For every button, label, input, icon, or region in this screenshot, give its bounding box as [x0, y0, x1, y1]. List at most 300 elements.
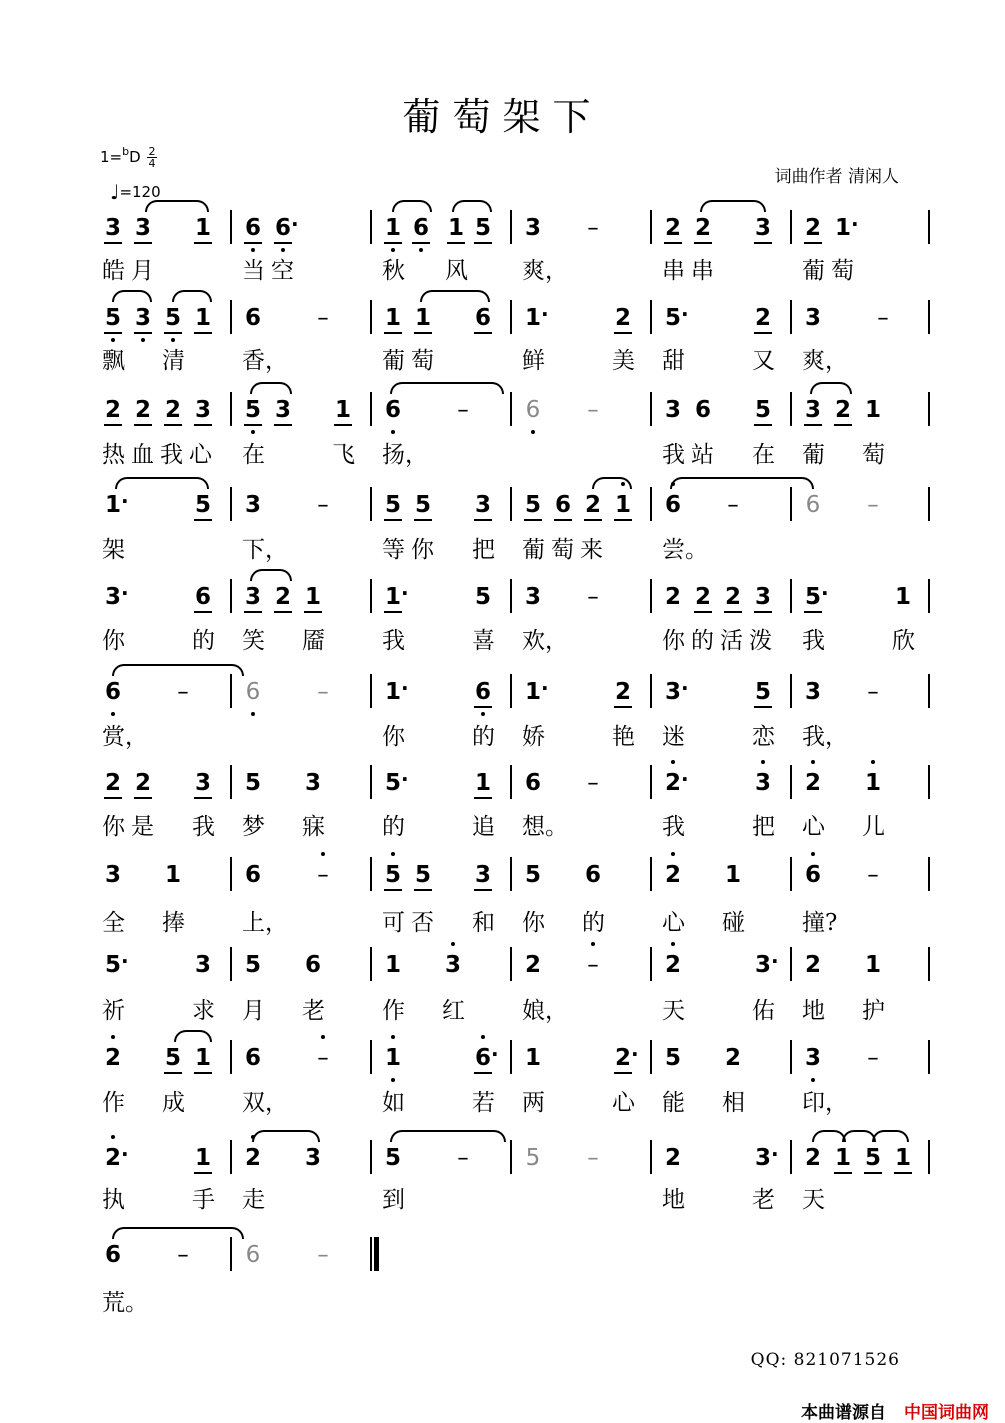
- barline: [928, 300, 930, 334]
- lyric: 祈: [102, 998, 125, 1024]
- note: 5: [244, 770, 261, 796]
- eighth-underline: [412, 242, 430, 244]
- note: 2: [162, 397, 184, 423]
- note: 3: [244, 492, 261, 518]
- lyric: 撞?: [802, 910, 838, 936]
- qq-number: QQ: 821071526: [750, 1350, 900, 1370]
- note: 6: [802, 862, 824, 888]
- note: 5: [525, 1145, 541, 1171]
- note: 5: [412, 492, 434, 518]
- slur: [115, 477, 209, 489]
- slur: [592, 477, 632, 489]
- eighth-underline: [614, 519, 632, 521]
- note: 2: [612, 1045, 634, 1071]
- barline: [510, 1040, 512, 1074]
- lyric: 两: [522, 1090, 545, 1116]
- note: 1: [524, 679, 541, 705]
- note: 2: [242, 1145, 264, 1171]
- augmentation-dot: ·: [821, 581, 829, 605]
- note: 2: [802, 770, 824, 796]
- note: 3: [664, 397, 681, 423]
- barline: [928, 674, 930, 708]
- note: 5: [474, 584, 491, 610]
- eighth-underline: [474, 797, 492, 799]
- note: 3: [754, 952, 771, 978]
- low-octave-dot: [391, 430, 395, 434]
- lyric: 恋: [752, 724, 775, 750]
- slur: [172, 290, 212, 302]
- note: 2: [612, 679, 634, 705]
- note: –: [312, 862, 334, 888]
- note: 2: [662, 862, 684, 888]
- lyric: 热血我心: [102, 442, 218, 468]
- slur: [390, 382, 504, 394]
- eighth-underline: [194, 332, 212, 334]
- note: 6: [102, 679, 124, 705]
- slur: [250, 382, 292, 394]
- lyric: 你的活泼: [662, 628, 778, 654]
- high-octave-dot: [811, 760, 815, 764]
- note: 5: [524, 862, 541, 888]
- note: 2: [132, 770, 154, 796]
- lyric: 美: [612, 348, 635, 374]
- time-signature: [147, 146, 157, 169]
- slur: [390, 1130, 506, 1142]
- note: 5: [382, 862, 404, 888]
- final-barline: [374, 1237, 379, 1271]
- lyric: 把: [752, 814, 775, 840]
- note: 1: [384, 952, 401, 978]
- note: 2: [132, 397, 154, 423]
- barline: [230, 765, 232, 799]
- song-title: 葡萄架下: [402, 95, 603, 139]
- high-octave-dot: [671, 942, 675, 946]
- note: 2: [664, 584, 681, 610]
- eighth-underline: [194, 519, 212, 521]
- augmentation-dot: ·: [121, 949, 129, 973]
- note: 2: [724, 1045, 741, 1071]
- note: 1: [382, 305, 404, 331]
- barline: [650, 1140, 652, 1174]
- footer: [801, 1398, 989, 1423]
- note: 3: [804, 679, 821, 705]
- lyric: 鲜: [522, 348, 545, 374]
- slur: [452, 200, 492, 212]
- note: 1: [894, 584, 911, 610]
- note: 3: [524, 584, 541, 610]
- lyric: 走: [242, 1187, 265, 1213]
- lyric: 月: [242, 998, 265, 1024]
- note: 3: [104, 862, 121, 888]
- barline: [370, 579, 372, 613]
- lyric: 佑: [752, 998, 775, 1024]
- lyric: 娘，: [522, 998, 568, 1024]
- lyric: 相: [722, 1090, 745, 1116]
- eighth-underline: [194, 424, 212, 426]
- augmentation-dot: ·: [541, 302, 549, 326]
- lyric: 手: [192, 1187, 215, 1213]
- note: 5: [242, 397, 264, 423]
- lyric: 赏，: [102, 724, 148, 750]
- barline: [370, 947, 372, 981]
- note: 1: [192, 305, 214, 331]
- barline: [928, 210, 930, 244]
- lyric: 红: [442, 998, 465, 1024]
- eighth-underline: [894, 1172, 912, 1174]
- augmentation-dot: ·: [681, 302, 689, 326]
- lyric: 葡萄: [382, 348, 440, 374]
- eighth-underline: [164, 332, 182, 334]
- note: 2: [612, 305, 634, 331]
- note: 5: [162, 1045, 184, 1071]
- note: 5: [412, 862, 434, 888]
- note: 6: [272, 215, 294, 241]
- eighth-underline: [754, 242, 772, 244]
- note: 2: [692, 215, 714, 241]
- note: –: [587, 1145, 599, 1171]
- note: 2: [102, 1045, 124, 1071]
- lyric: 我: [662, 814, 685, 840]
- note: 3: [664, 679, 681, 705]
- lyric: 扬，: [382, 442, 428, 468]
- lyric: 的: [582, 910, 605, 936]
- barline: [790, 765, 792, 799]
- barline: [928, 392, 930, 426]
- footer-source: 本曲谱源自: [801, 1403, 886, 1423]
- meter-bottom: 4: [148, 157, 156, 170]
- slur: [252, 1130, 320, 1142]
- eighth-underline: [244, 242, 262, 244]
- note: 2: [524, 952, 541, 978]
- note: 5: [752, 679, 774, 705]
- lyric: 地: [802, 998, 825, 1024]
- augmentation-dot: ·: [771, 949, 779, 973]
- note: 2: [722, 584, 744, 610]
- barline: [230, 857, 232, 891]
- lyric: 我，: [802, 724, 848, 750]
- high-octave-dot: [811, 852, 815, 856]
- lyric: 秋: [382, 258, 405, 284]
- slur: [670, 477, 814, 489]
- lyric: 老: [752, 1187, 775, 1213]
- eighth-underline: [244, 611, 262, 613]
- lyric: 笑: [242, 628, 265, 654]
- barline: [928, 579, 930, 613]
- eighth-underline: [694, 242, 712, 244]
- lyric: 爽，: [802, 348, 848, 374]
- high-octave-dot: [391, 852, 395, 856]
- note: –: [587, 584, 599, 610]
- note: 5: [472, 215, 494, 241]
- lyric: 你: [382, 724, 405, 750]
- key-note: D: [129, 148, 141, 166]
- high-octave-dot: [111, 1135, 115, 1139]
- barline: [790, 947, 792, 981]
- note: 6: [584, 862, 601, 888]
- low-octave-dot: [481, 712, 485, 716]
- note: 6: [242, 215, 264, 241]
- lyric: 印，: [802, 1090, 848, 1116]
- eighth-underline: [104, 242, 122, 244]
- low-octave-dot: [531, 430, 535, 434]
- eighth-underline: [474, 706, 492, 708]
- eighth-underline: [384, 889, 402, 891]
- eighth-underline: [104, 332, 122, 334]
- lyric: 等你: [382, 537, 440, 563]
- high-octave-dot: [871, 760, 875, 764]
- eighth-underline: [804, 424, 822, 426]
- slur: [872, 1130, 909, 1142]
- note: 1: [382, 1045, 404, 1071]
- lyric: 欣: [892, 628, 915, 654]
- eighth-underline: [754, 332, 772, 334]
- note: 6: [472, 1045, 494, 1071]
- eighth-underline: [194, 242, 212, 244]
- lyric: 你: [522, 910, 545, 936]
- tempo-marking: [110, 178, 161, 202]
- note: –: [582, 952, 604, 978]
- barline: [230, 300, 232, 334]
- eighth-underline: [664, 242, 682, 244]
- slur: [842, 1130, 876, 1142]
- eighth-underline: [804, 611, 822, 613]
- eighth-underline: [414, 332, 432, 334]
- high-octave-dot: [481, 1035, 485, 1039]
- eighth-underline: [834, 424, 852, 426]
- eighth-underline: [274, 242, 292, 244]
- note: 1: [412, 305, 434, 331]
- note: –: [317, 492, 329, 518]
- lyric: 如: [382, 1090, 405, 1116]
- note: 2: [582, 492, 604, 518]
- lyric: 你: [102, 628, 125, 654]
- lyric: 的: [382, 814, 405, 840]
- note: 3: [802, 397, 824, 423]
- key-prefix: 1=: [100, 148, 123, 166]
- lyric: 儿: [862, 814, 885, 840]
- barline: [650, 392, 652, 426]
- note: –: [317, 1242, 329, 1268]
- note: 5: [802, 584, 824, 610]
- augmentation-dot: ·: [851, 212, 859, 236]
- lyric: 上，: [242, 910, 288, 936]
- note: –: [317, 679, 329, 705]
- eighth-underline: [554, 519, 572, 521]
- lyric: 心: [802, 814, 825, 840]
- eighth-underline: [474, 1072, 492, 1074]
- eighth-underline: [614, 1072, 632, 1074]
- eighth-underline: [134, 797, 152, 799]
- lyric: 碰: [722, 910, 745, 936]
- note: 3: [752, 584, 774, 610]
- slur: [112, 290, 152, 302]
- eighth-underline: [447, 242, 465, 244]
- eighth-underline: [194, 1072, 212, 1074]
- note: 3: [442, 952, 464, 978]
- lyric: 皓月: [102, 258, 160, 284]
- barline: [650, 947, 652, 981]
- lyric: 我: [382, 628, 405, 654]
- note: 5: [384, 770, 401, 796]
- note: 3: [132, 305, 154, 331]
- barline: [370, 1040, 372, 1074]
- note: 1: [104, 492, 121, 518]
- note: 3: [472, 862, 494, 888]
- lyric: 双，: [242, 1090, 288, 1116]
- slur: [145, 200, 209, 212]
- barline: [230, 1040, 232, 1074]
- note: 2: [692, 584, 714, 610]
- slur: [812, 1130, 846, 1142]
- note: 6: [524, 770, 541, 796]
- note: 3: [304, 1145, 321, 1171]
- lyric: 把: [472, 537, 495, 563]
- barline: [790, 300, 792, 334]
- barline: [650, 674, 652, 708]
- lyric: 风: [445, 258, 468, 284]
- barline: [790, 392, 792, 426]
- note: 5: [664, 305, 681, 331]
- note: 3: [192, 770, 214, 796]
- eighth-underline: [474, 519, 492, 521]
- augmentation-dot: ·: [681, 767, 689, 791]
- note: 1: [382, 584, 404, 610]
- note: 3: [194, 952, 211, 978]
- barline: [370, 487, 372, 521]
- lyric: 天: [662, 998, 685, 1024]
- lyric: 想。: [522, 814, 568, 840]
- note: 1: [834, 215, 851, 241]
- augmentation-dot: ·: [291, 212, 299, 236]
- lyric: 当空: [242, 258, 300, 284]
- note: 5: [522, 492, 544, 518]
- eighth-underline: [104, 424, 122, 426]
- note: 3: [272, 397, 294, 423]
- lyric: 我: [802, 628, 825, 654]
- note: 2: [662, 770, 684, 796]
- augmentation-dot: ·: [121, 581, 129, 605]
- barline: [230, 1140, 232, 1174]
- lyric: 和: [472, 910, 495, 936]
- note: 1: [192, 1045, 214, 1071]
- augmentation-dot: ·: [491, 1042, 499, 1066]
- lyric: 的: [192, 628, 215, 654]
- barline: [790, 1040, 792, 1074]
- low-octave-dot: [141, 338, 145, 342]
- tempo-value: =120: [119, 183, 161, 201]
- note: –: [867, 1045, 879, 1071]
- barline: [790, 579, 792, 613]
- note: 6: [522, 397, 544, 423]
- lyric: 执: [102, 1187, 125, 1213]
- eighth-underline: [384, 611, 402, 613]
- note: –: [457, 397, 469, 423]
- note: 1: [302, 584, 324, 610]
- barline: [650, 300, 652, 334]
- note: –: [457, 1145, 469, 1171]
- lyric: 下，: [242, 537, 288, 563]
- note: 1: [724, 862, 741, 888]
- barline: [230, 1237, 232, 1271]
- lyric: 我站: [662, 442, 720, 468]
- eighth-underline: [334, 424, 352, 426]
- barline: [370, 674, 372, 708]
- lyric: 追: [472, 814, 495, 840]
- note: 6: [694, 397, 711, 423]
- barline: [510, 210, 512, 244]
- eighth-underline: [754, 424, 772, 426]
- high-octave-dot: [671, 760, 675, 764]
- eighth-underline: [614, 332, 632, 334]
- lyric: 若: [472, 1090, 495, 1116]
- lyric: 心: [662, 910, 685, 936]
- barline: [510, 947, 512, 981]
- barline: [230, 947, 232, 981]
- note: 3: [804, 305, 821, 331]
- barline: [790, 210, 792, 244]
- lyric: 在: [752, 442, 775, 468]
- note: 2: [664, 1145, 681, 1171]
- lyric: 你是: [102, 814, 160, 840]
- note: 5: [104, 952, 121, 978]
- eighth-underline: [164, 424, 182, 426]
- lyric: 荒。: [102, 1290, 148, 1316]
- lyric: 作: [102, 1090, 125, 1116]
- note: 1: [332, 397, 354, 423]
- note: 5: [102, 305, 124, 331]
- eighth-underline: [804, 242, 822, 244]
- note: 6: [244, 305, 261, 331]
- lyric: 护: [862, 998, 885, 1024]
- slur: [700, 200, 766, 212]
- barline: [510, 300, 512, 334]
- note: 6: [805, 492, 821, 518]
- key-signature: [100, 145, 141, 166]
- lyric: 架: [102, 537, 125, 563]
- barline: [650, 1040, 652, 1074]
- low-octave-dot: [251, 712, 255, 716]
- high-octave-dot: [451, 942, 455, 946]
- note: 3: [102, 215, 124, 241]
- low-octave-dot: [811, 1078, 815, 1082]
- augmentation-dot: ·: [121, 1142, 129, 1166]
- note: 6: [244, 862, 261, 888]
- eighth-underline: [584, 519, 602, 521]
- slur: [112, 1227, 244, 1239]
- barline: [650, 210, 652, 244]
- note: –: [867, 492, 879, 518]
- note: 1: [445, 215, 467, 241]
- barline: [790, 674, 792, 708]
- lyric: 飘: [102, 348, 125, 374]
- lyric: 全: [102, 910, 125, 936]
- low-octave-dot: [419, 248, 423, 252]
- barline: [370, 1237, 372, 1271]
- barline: [790, 1140, 792, 1174]
- barline: [510, 857, 512, 891]
- barline: [790, 857, 792, 891]
- note: –: [877, 305, 889, 331]
- note: 3: [802, 1045, 824, 1071]
- barline: [650, 857, 652, 891]
- lyric: 葡萄来: [522, 537, 609, 563]
- augmentation-dot: ·: [121, 489, 129, 513]
- high-octave-dot: [761, 760, 765, 764]
- note: 3: [132, 215, 154, 241]
- lyric: 尝。: [662, 537, 708, 563]
- slur: [250, 569, 292, 581]
- high-octave-dot: [111, 1035, 115, 1039]
